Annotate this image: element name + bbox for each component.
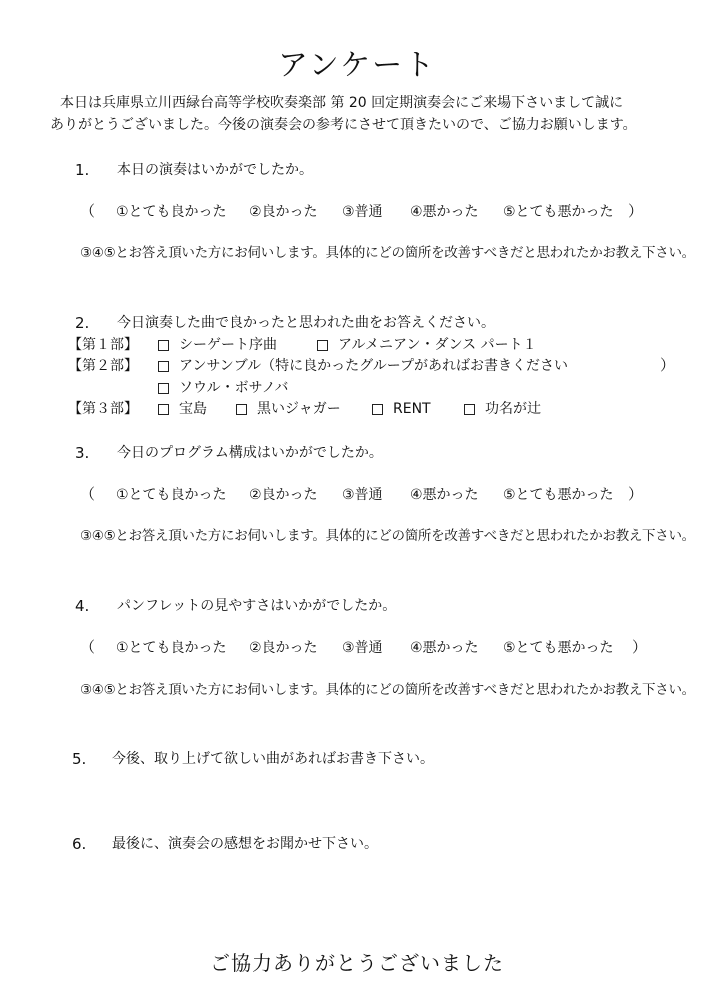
song-checkbox-armenian-dances[interactable] xyxy=(317,336,537,354)
song-checkbox-komyo-ga-tsuji[interactable] xyxy=(464,400,541,418)
q4-option-1[interactable]: ①とても良かった xyxy=(116,640,227,656)
question-3-text: 今日のプログラム構成はいかがでしたか。 xyxy=(117,445,383,461)
q3-option-2[interactable]: ②良かった xyxy=(249,487,318,503)
song-checkbox-shaft[interactable] xyxy=(236,400,341,418)
question-1-follow-up: ③④⑤とお答え頂いた方にお伺いします。具体的にどの箇所を改善すべきだと思われたかお教え下さい。 xyxy=(80,245,695,261)
q3-option-5[interactable]: ⑤とても悪かった xyxy=(503,487,614,503)
question-6-text: 最後に、演奏会の感想をお聞かせ下さい。 xyxy=(112,836,378,852)
question-6-number: 6. xyxy=(72,835,87,853)
song-checkbox-rent[interactable] xyxy=(372,400,431,418)
song-label: ソウル・ボサノバ xyxy=(179,380,289,396)
song-checkbox-seagate[interactable] xyxy=(158,336,277,354)
checkbox-icon xyxy=(158,340,169,351)
ensemble-paren-close: ） xyxy=(660,356,676,374)
question-1-paren-close: ） xyxy=(628,202,644,220)
question-4-number: 4. xyxy=(75,597,90,615)
question-2-text: 今日演奏した曲で良かったと思われた曲をお答えください。 xyxy=(117,315,495,331)
song-label: シーゲート序曲 xyxy=(179,337,277,353)
intro-line-2: ありがとうございました。今後の演奏会の参考にさせて頂きたいので、ご協力お願いします。 xyxy=(50,117,637,133)
q4-option-3[interactable]: ③普通 xyxy=(342,640,383,656)
question-2-number: 2. xyxy=(75,314,90,332)
song-checkbox-takarajima[interactable] xyxy=(158,400,207,418)
checkbox-icon xyxy=(158,383,169,394)
closing-message: ご協力ありがとうございました xyxy=(210,951,504,975)
song-label: 功名が辻 xyxy=(485,401,541,417)
song-label: 黒いジャガー xyxy=(257,401,341,417)
q1-option-4[interactable]: ④悪かった xyxy=(410,204,479,220)
checkbox-icon xyxy=(372,404,383,415)
song-label: RENT xyxy=(393,401,431,417)
song-label: 宝島 xyxy=(179,401,207,417)
question-3-number: 3. xyxy=(75,444,90,462)
q4-option-4[interactable]: ④悪かった xyxy=(410,640,479,656)
checkbox-icon xyxy=(464,404,475,415)
part-1-label: 【第１部】 xyxy=(68,337,138,353)
q3-option-3[interactable]: ③普通 xyxy=(342,487,383,503)
q3-option-1[interactable]: ①とても良かった xyxy=(116,487,227,503)
q1-option-3[interactable]: ③普通 xyxy=(342,204,383,220)
q1-option-2[interactable]: ②良かった xyxy=(249,204,318,220)
question-3-paren-open: （ xyxy=(80,485,96,503)
part-2-label: 【第２部】 xyxy=(68,358,138,374)
part-3-label: 【第３部】 xyxy=(68,401,138,417)
survey-title: アンケート xyxy=(277,48,437,83)
question-3-paren-close: ） xyxy=(628,485,644,503)
song-label: アンサンブル（特に良かったグループがあればお書きください xyxy=(179,358,569,374)
question-4-text: パンフレットの見やすさはいかがでしたか。 xyxy=(117,598,397,614)
question-3-follow-up: ③④⑤とお答え頂いた方にお伺いします。具体的にどの箇所を改善すべきだと思われたかお教え下さい。 xyxy=(80,528,695,544)
question-1-paren-open: （ xyxy=(80,202,96,220)
question-4-paren-close: ） xyxy=(632,638,648,656)
question-1-number: 1. xyxy=(75,161,90,179)
q4-option-2[interactable]: ②良かった xyxy=(249,640,318,656)
question-5-number: 5. xyxy=(72,750,87,768)
q3-option-4[interactable]: ④悪かった xyxy=(410,487,479,503)
question-4-follow-up: ③④⑤とお答え頂いた方にお伺いします。具体的にどの箇所を改善すべきだと思われたかお教え下さい。 xyxy=(80,682,695,698)
checkbox-icon xyxy=(236,404,247,415)
song-checkbox-soul-bossa-nova[interactable] xyxy=(158,379,288,397)
song-label: アルメニアン・ダンス パート１ xyxy=(338,337,537,353)
question-1-text: 本日の演奏はいかがでしたか。 xyxy=(117,162,313,178)
checkbox-icon xyxy=(158,404,169,415)
q1-option-5[interactable]: ⑤とても悪かった xyxy=(503,204,614,220)
checkbox-icon xyxy=(158,361,169,372)
question-5-text: 今後、取り上げて欲しい曲があればお書き下さい。 xyxy=(112,751,434,767)
question-4-paren-open: （ xyxy=(80,638,96,656)
song-checkbox-ensemble[interactable] xyxy=(158,357,568,375)
q1-option-1[interactable]: ①とても良かった xyxy=(116,204,227,220)
q4-option-5[interactable]: ⑤とても悪かった xyxy=(503,640,614,656)
intro-line-1: 本日は兵庫県立川西緑台高等学校吹奏楽部 第 20 回定期演奏会にご来場下さいまして誠に xyxy=(60,95,624,111)
checkbox-icon xyxy=(317,340,328,351)
